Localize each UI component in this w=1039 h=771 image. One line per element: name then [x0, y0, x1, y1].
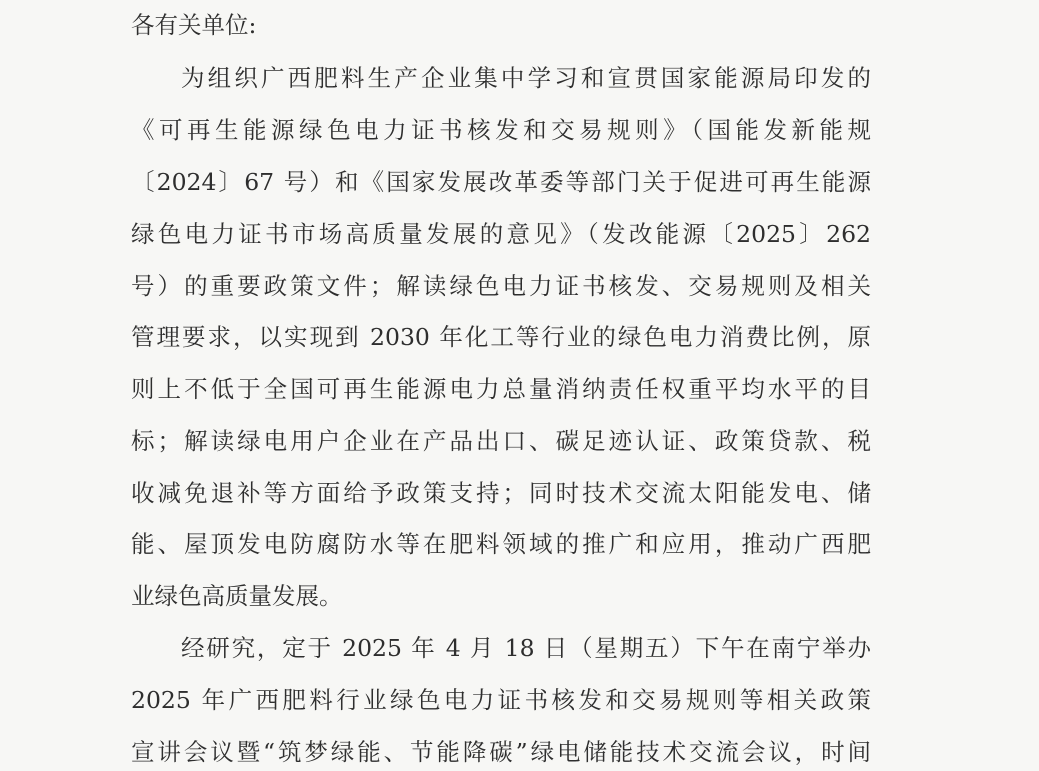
paragraph-2-line-1: 经研究，定于 2025 年 4 月 18 日（星期五）下午在南宁举办 [181, 634, 871, 662]
paragraph-1-line-1: 为组织广西肥料生产企业集中学习和宣贯国家能源局印发的 [181, 64, 871, 92]
paragraph-2-line-3: 宣讲会议暨“筑梦绿能、节能降碳”绿电储能技术交流会议，时间 [131, 738, 871, 766]
paragraph-1-line-9: 收减免退补等方面给予政策支持；同时技术交流太阳能发电、储 [131, 479, 871, 507]
paragraph-1-line-10: 能、屋顶发电防腐防水等在肥料领域的推广和应用，推动广西肥 [131, 530, 871, 558]
paragraph-1-line-4: 绿色电力证书市场高质量发展的意见》（发改能源〔2025〕262 [131, 220, 871, 248]
paragraph-1-line-6: 管理要求，以实现到 2030 年化工等行业的绿色电力消费比例，原 [131, 323, 871, 351]
paragraph-1-line-7: 则上不低于全国可再生能源电力总量消纳责任权重平均水平的目 [131, 375, 871, 403]
paragraph-1-line-11: 业绿色高质量发展。 [131, 582, 343, 610]
paragraph-1-line-5: 号）的重要政策文件；解读绿色电力证书核发、交易规则及相关 [131, 272, 871, 300]
paragraph-1-line-3: 〔2024〕67 号）和《国家发展改革委等部门关于促进可再生能源 [131, 168, 871, 196]
paragraph-1-line-2: 《可再生能源绿色电力证书核发和交易规则》（国能发新能规 [131, 116, 871, 144]
paragraph-1-line-8: 标；解读绿电用户企业在产品出口、碳足迹认证、政策贷款、税 [131, 427, 871, 455]
salutation: 各有关单位: [131, 11, 257, 39]
paragraph-2-line-2: 2025 年广西肥料行业绿色电力证书核发和交易规则等相关政策 [131, 686, 871, 714]
